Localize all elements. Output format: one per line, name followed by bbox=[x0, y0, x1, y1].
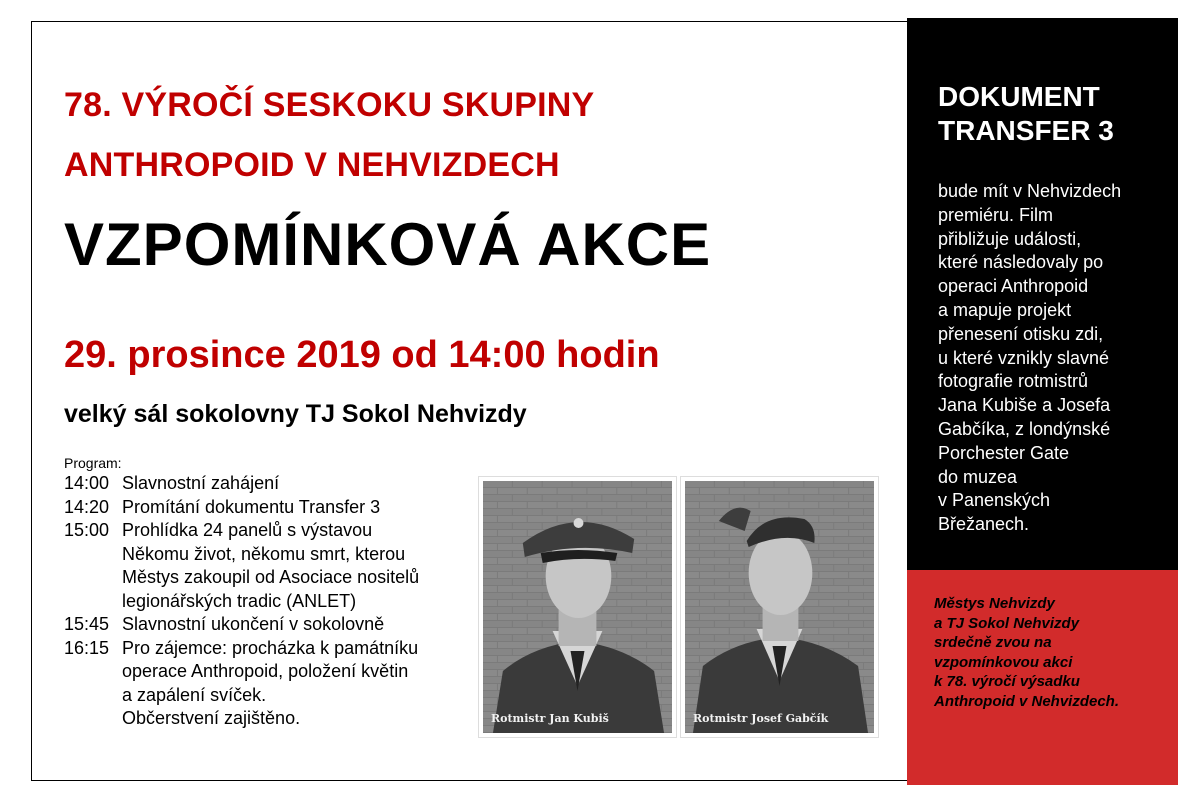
program-item bbox=[64, 613, 484, 637]
anniversary-title-line2: ANTHROPOID V NEHVIZDECH bbox=[64, 146, 560, 184]
program-text: Promítání dokumentu Transfer 3 bbox=[122, 496, 381, 517]
program-text: Prohlídka 24 panelů s výstavou Někomu život, někomu smrt, kterou Městys zakoupil od Asociace nositelů legionářských tradic (ANLET) bbox=[122, 520, 420, 611]
program-time: 15:00 bbox=[64, 520, 110, 540]
program-label: Program: bbox=[64, 455, 122, 471]
anniversary-title-line1: 78. VÝROČÍ SESKOKU SKUPINY bbox=[64, 86, 595, 124]
program-time: 15:45 bbox=[64, 614, 110, 634]
event-date: 29. prosince 2019 od 14:00 hodin bbox=[64, 334, 660, 376]
portrait-photo-icon bbox=[483, 481, 672, 733]
program-time: 14:00 bbox=[64, 473, 110, 493]
program-time: 14:20 bbox=[64, 496, 110, 517]
sidebar-invitation: Městys Nehvizdy a TJ Sokol Nehvizdy srdečně zvou na vzpomínkovou akci k 78. výročí výsadku Anthropoid v Nehvizdech. bbox=[934, 595, 1120, 710]
program-text: Slavnostní ukončení v sokolovně bbox=[122, 614, 385, 634]
program-item bbox=[64, 496, 484, 520]
program-item bbox=[64, 637, 484, 731]
sidebar-description: bude mít v Nehvizdech premiéru. Film přibližuje události, které následovaly po operaci Anthropoid a mapuje projekt přenesení otisku zdi, u které vznikly slavné fotografie rotmistrů Jana Kubiše a Josefa Gabčíka, z londýnské Porchester Gate do muzea v Panenských Břežanech. bbox=[938, 181, 1122, 535]
program-item bbox=[64, 472, 484, 496]
event-venue: velký sál sokolovny TJ Sokol Nehvizdy bbox=[64, 400, 527, 428]
photo-gabcik bbox=[680, 476, 879, 738]
program-text: Pro zájemce: procházka k památníku operace Anthropoid, položení květin a zapálení svíček. Občerstvení zajištěno. bbox=[122, 637, 419, 728]
photo-kubis bbox=[478, 476, 677, 738]
photo-caption: Rotmistr Jan Kubiš bbox=[491, 712, 609, 725]
portrait-photo-icon bbox=[685, 481, 874, 733]
program-list bbox=[64, 472, 484, 731]
photo-caption: Rotmistr Josef Gabčík bbox=[693, 712, 829, 725]
program-text: Slavnostní zahájení bbox=[122, 473, 280, 493]
sidebar-title-line2: TRANSFER 3 bbox=[938, 115, 1114, 146]
program-time: 16:15 bbox=[64, 637, 110, 658]
sidebar-title-line1: DOKUMENT bbox=[938, 81, 1100, 112]
sidebar-title bbox=[938, 80, 1114, 148]
program-item bbox=[64, 519, 484, 613]
event-headline: VZPOMÍNKOVÁ AKCE bbox=[64, 211, 712, 278]
